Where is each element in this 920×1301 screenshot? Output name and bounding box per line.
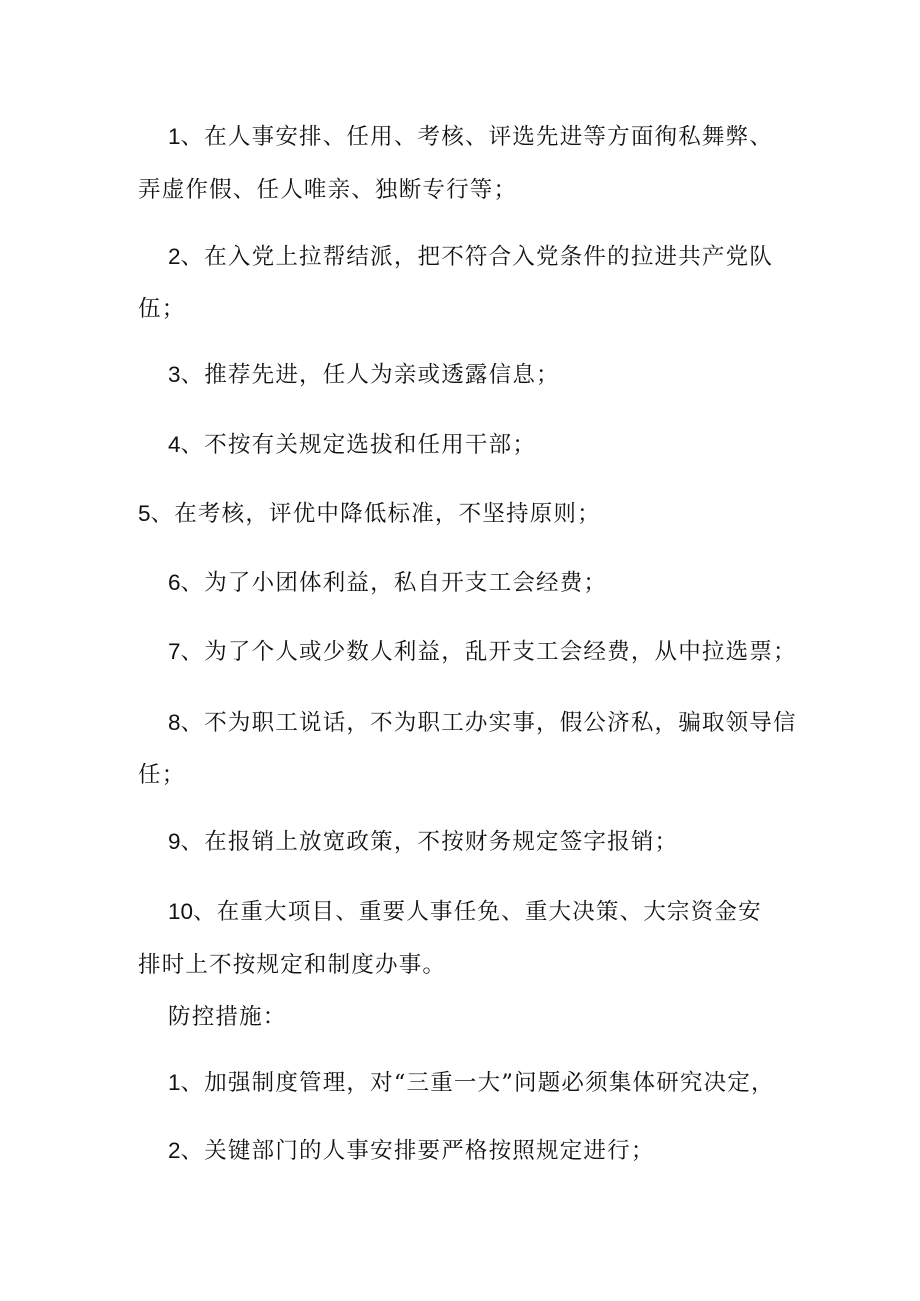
section-heading: 防控措施：	[168, 1004, 287, 1030]
text-line-8: 6、为了小团体利益，私自开支工会经费；	[168, 570, 608, 596]
text-line-17: 2、关键部门的人事安排要严格按照规定进行；	[168, 1138, 655, 1164]
text-line-12: 9、在报销上放宽政策，不按财务规定签字报销；	[168, 829, 679, 855]
text-line-11: 任；	[138, 762, 186, 788]
text-line-7: 5、在考核，评优中降低标准，不坚持原则；	[138, 501, 601, 527]
text-line-4: 伍；	[138, 296, 186, 322]
text-line-3: 2、在入党上拉帮结派，把不符合入党条件的拉进共产党队	[168, 244, 774, 270]
text-line-14: 排时上不按规定和制度办事。	[138, 952, 447, 978]
text-line-13: 10、在重大项目、重要人事任免、重大决策、大宗资金安	[168, 899, 762, 925]
text-line-1: 1、在人事安排、任用、考核、评选先进等方面徇私舞弊、	[168, 124, 774, 150]
text-line-6: 4、不按有关规定选拔和任用干部；	[168, 432, 537, 458]
text-line-10: 8、不为职工说话，不为职工办实事，假公济私，骗取领导信	[168, 710, 797, 736]
text-line-2: 弄虚作假、任人唯亲、独断专行等；	[138, 177, 518, 203]
text-line-5: 3、推荐先进，任人为亲或透露信息；	[168, 362, 560, 388]
text-line-9: 7、为了个人或少数人利益，乱开支工会经费，从中拉选票；	[168, 639, 797, 665]
text-line-16: 1、加强制度管理，对“三重一大”问题必须集体研究决定，	[168, 1070, 775, 1096]
